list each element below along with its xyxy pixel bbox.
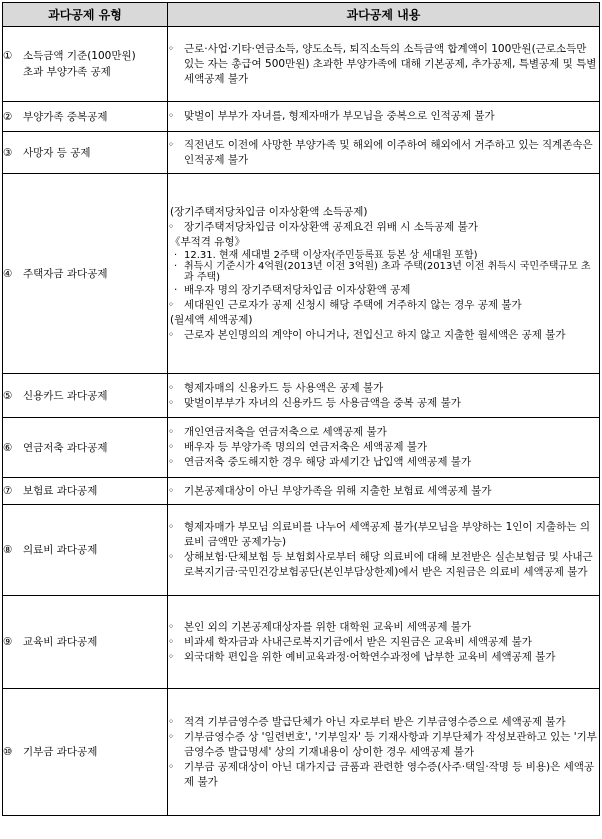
bullet-icon: ◦ (168, 730, 175, 743)
bullet-icon: ◦ (168, 426, 175, 438)
bullet-icon: ◦ (168, 381, 175, 394)
row-type-cell (3, 132, 168, 174)
bullet-icon: ◦ (168, 635, 175, 648)
header-type: 과다공제 유형 (3, 3, 168, 27)
bullet-icon: ◦ (168, 138, 175, 151)
row-content-cell (168, 418, 600, 478)
list-item: ◦ 외국대학 편입을 위한 예비교육과정·어학연수과정에 납부한 교육비 세액공제 불가 (168, 650, 556, 663)
bullet-icon: ◦ (168, 620, 175, 633)
bullet-icon: ◦ (168, 650, 175, 663)
list-item: ◦ 개인연금저축을 연금저축으로 세액공제 불가 (168, 426, 387, 438)
list-item: ◦ 상해보험·단체보험 등 보험회사로부터 해당 의료비에 대해 보전받은 실손보험금 및 사내근로복지기금·국민건강보험공단(본인부담상한제)에서 받은 지원금은 의료비 세액공제 불가 (168, 551, 593, 578)
table-row (3, 689, 600, 816)
list-item: ◦ 비과세 학자금과 사내근로복지기금에서 받은 지원금은 교육비 세액공제 불가 (168, 635, 532, 648)
table-row (3, 478, 600, 505)
bullet-icon: ◦ (168, 220, 175, 233)
row-type-label-line2: 초과 부양가족 공제 (23, 66, 111, 78)
bullet-icon: ◦ (168, 521, 175, 533)
row-number: ⑥ (3, 441, 13, 454)
bullet-icon: ◦ (168, 484, 175, 497)
list-item: ◦ 본인 외의 기본공제대상자를 위한 대학원 교육비 세액공제 불가 (168, 620, 472, 633)
list-item: ◦ 기본공제대상이 아닌 부양가족을 위해 지출한 보험료 세액공제 불가 (168, 484, 492, 497)
row-type-label: 연금저축 과다공제 (23, 441, 108, 454)
dot-icon: · (174, 283, 178, 296)
table-row (3, 505, 600, 596)
list-item: ◦ 근로자 본인명의의 계약이 아니거나, 전입신고 하지 않고 지출한 월세액은 공제 불가 (168, 328, 566, 341)
row-type-label: 보험료 과다공제 (23, 485, 98, 497)
row-content-cell (168, 102, 600, 132)
list-item: ◦ 기부금 공제대상이 아닌 대가지급 금품과 관련한 영수증(사주·택일·작명 등 비용)은 세액공제 불가 (168, 760, 595, 788)
row-type-label: 신용카드 과다공제 (23, 389, 108, 402)
sub-list-item: · 12.31. 현재 세대별 2주택 이상자(주민등록표 등본 상 세대원 포함) (174, 249, 478, 261)
row-number: ② (3, 110, 13, 123)
row-type-cell (3, 505, 168, 596)
list-item: ◦ 배우자 등 부양가족 명의의 연금저축은 세액공제 불가 (168, 441, 428, 453)
row-number: ① (3, 50, 13, 62)
list-item: ◦ 세대원인 근로자가 공제 신청시 해당 주택에 거주하지 않는 경우 공제 불가 (168, 298, 522, 311)
table-row (3, 418, 600, 478)
row-type-label: 사망자 등 공제 (23, 146, 91, 159)
row-content-cell (168, 132, 600, 174)
list-item: ◦ 형제자매가 부모님 의료비를 나누어 세액공제 불가(부모님을 부양하는 1인이 지출하는 의료비 금액만 공제가능) (168, 521, 590, 548)
row-type-cell (3, 478, 168, 505)
list-item: ◦ 맞벌이 부부가 자녀를, 형제자매가 부모님을 중복으로 인적공제 불가 (168, 110, 495, 122)
table-row (3, 374, 600, 418)
list-item: ◦ 기부금영수증 상 '일련번호', '기부일자' 등 기재사항과 기부단체가 작성보관하고 있는 '기부금영수증 발급명세' 상의 기재내용이 상이한 경우 세액공제 불가 (168, 730, 597, 758)
row-type-cell (3, 418, 168, 478)
list-item: ◦ 장기주택저당차입금 이자상환액 공제요건 위배 시 소득공제 불가 (168, 220, 478, 233)
row-number: ⑧ (3, 544, 13, 556)
section-subheading: 《부적격 유형》 (170, 235, 246, 248)
row-type-cell (3, 174, 168, 374)
row-type-label: 주택자금 과다공제 (23, 267, 108, 280)
row-type-label: 교육비 과다공제 (23, 636, 98, 648)
row-type-cell (3, 596, 168, 689)
row-content-cell (168, 27, 600, 102)
section-heading: (월세액 세액공제) (170, 313, 253, 326)
bullet-icon: ◦ (168, 42, 175, 55)
row-content-cell (168, 596, 600, 689)
list-item: ◦ 맞벌이부부가 자녀의 신용카드 등 사용금액을 중복 공제 불가 (168, 396, 461, 409)
bullet-icon: ◦ (168, 396, 175, 409)
row-type-cell (3, 27, 168, 102)
row-type-cell (3, 102, 168, 132)
row-number: ③ (3, 146, 13, 159)
row-content-cell (168, 174, 600, 374)
list-item: ◦ 형제자매의 신용카드 등 사용액은 공제 불가 (168, 381, 384, 394)
list-item: ◦ 연금저축 중도해지한 경우 해당 과세기간 납입액 세액공제 불가 (168, 456, 472, 468)
dot-icon: · (174, 249, 178, 261)
header-content: 과다공제 내용 (168, 3, 600, 27)
row-type-label: 기부금 과다공제 (23, 746, 98, 758)
row-content-cell (168, 505, 600, 596)
row-number: ④ (3, 267, 13, 280)
table-row (3, 596, 600, 689)
row-number: ⑨ (3, 636, 13, 648)
bullet-icon: ◦ (168, 298, 175, 311)
row-content-cell (168, 374, 600, 418)
bullet-icon: ◦ (168, 441, 175, 453)
table-row (3, 27, 600, 102)
table-row (3, 174, 600, 374)
section-heading: (장기주택저당차입금 이자상환액 소득공제) (170, 205, 368, 218)
dot-icon: · (174, 260, 178, 272)
overclaim-deduction-table (2, 2, 600, 816)
sub-list-item: · 취득시 기준시가 4억원(2013년 이전 3억원) 초과 주택(2013년 이전 취득시 국민주택규모 초과 주택) (174, 260, 591, 283)
bullet-icon: ◦ (168, 760, 175, 773)
row-content-cell (168, 478, 600, 505)
list-item: ◦ 근로·사업·기타·연금소득, 양도소득, 퇴직소득의 소득금액 합계액이 100만원(근로소득만 있는 자는 총급여 500만원) 초과한 부양가족에 대해 기본공제, 추가공제, 특별공제 및 특별세액공제 불가 (168, 42, 597, 85)
bullet-icon: ◦ (168, 456, 175, 468)
bullet-icon: ◦ (168, 110, 175, 122)
row-content-cell (168, 689, 600, 816)
list-item: ◦ 직전년도 이전에 사망한 부양가족 및 해외에 이주하여 해외에서 거주하고 있는 직계존속은 인적공제 불가 (168, 138, 593, 166)
row-type-label: 소득금액 기준(100만원) (23, 50, 136, 62)
table-row (3, 102, 600, 132)
table-header-row (3, 3, 600, 27)
row-number: ⑦ (3, 485, 13, 497)
row-number: ⑤ (3, 389, 13, 402)
bullet-icon: ◦ (168, 328, 175, 341)
row-type-cell (3, 689, 168, 816)
list-item: ◦ 적격 기부금영수증 발급단체가 아닌 자로부터 받은 기부금영수증으로 세액공제 불가 (168, 715, 566, 728)
bullet-icon: ◦ (168, 715, 175, 728)
row-type-cell (3, 374, 168, 418)
row-type-label: 부양가족 중복공제 (23, 110, 108, 123)
row-type-label: 의료비 과다공제 (23, 544, 98, 556)
table-row (3, 132, 600, 174)
bullet-icon: ◦ (168, 551, 175, 563)
row-number: ⑩ (3, 746, 13, 758)
sub-list-item: · 배우자 명의 장기주택저당차입금 이자상환액 공제 (174, 283, 411, 296)
